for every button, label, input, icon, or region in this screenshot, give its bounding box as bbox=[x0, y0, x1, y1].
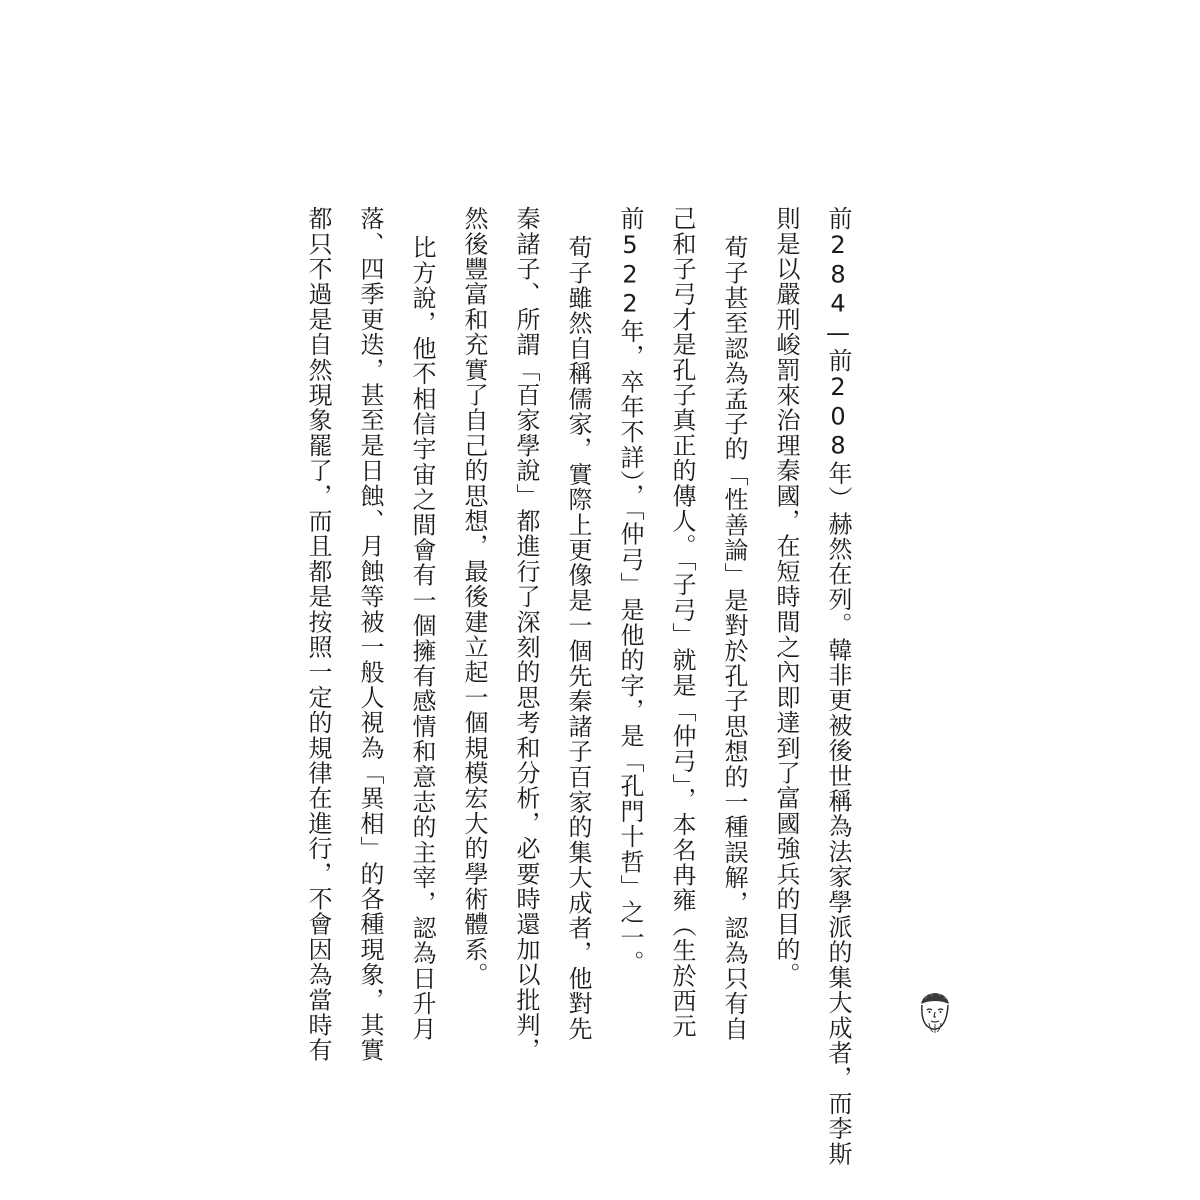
text-column-2: 則是以嚴刑峻罰來治理秦國，在短時間之內即達到了富國強兵的目的。 bbox=[772, 206, 800, 988]
text-column-5: 前522年，卒年不詳），「仲弓」是他的字，是「孔門十哲」之一。 bbox=[616, 206, 644, 976]
text-column-6: 荀子雖然自稱儒家，實際上更像是一個先秦諸子百家的集大成者，他對先 bbox=[564, 234, 592, 1042]
vertical-text-body bbox=[286, 206, 864, 1167]
scholar-portrait-icon bbox=[915, 990, 955, 1034]
text-column-3: 荀子甚至認為孟子的「性善論」是對於孔子思想的一種誤解，認為只有自 bbox=[720, 234, 748, 1042]
text-column-1: 前284—前208年）赫然在列。韓非更被後世稱為法家學派的集大成者，而李斯 bbox=[824, 206, 852, 1167]
text-column-9: 比方說，他不相信宇宙之間會有一個擁有感情和意志的主宰，認為日升月 bbox=[408, 234, 436, 1042]
text-column-4: 己和子弓才是孔子真正的傳人。「子弓」就是「仲弓」，本名冉雍（生於西元 bbox=[668, 206, 696, 1039]
text-column-11: 都只不過是自然現象罷了，而且都是按照一定的規律在進行，不會因為當時有 bbox=[304, 206, 332, 1063]
text-column-7: 秦諸子、所謂「百家學說」都進行了深刻的思考和分析，必要時還加以批判， bbox=[512, 206, 540, 1063]
text-column-10: 落、四季更迭，甚至是日蝕、月蝕等被一般人視為「異相」的各種現象，其實 bbox=[356, 206, 384, 1063]
text-column-8: 然後豐富和充實了自己的思想，最後建立起一個規模宏大的學術體系。 bbox=[460, 206, 488, 988]
